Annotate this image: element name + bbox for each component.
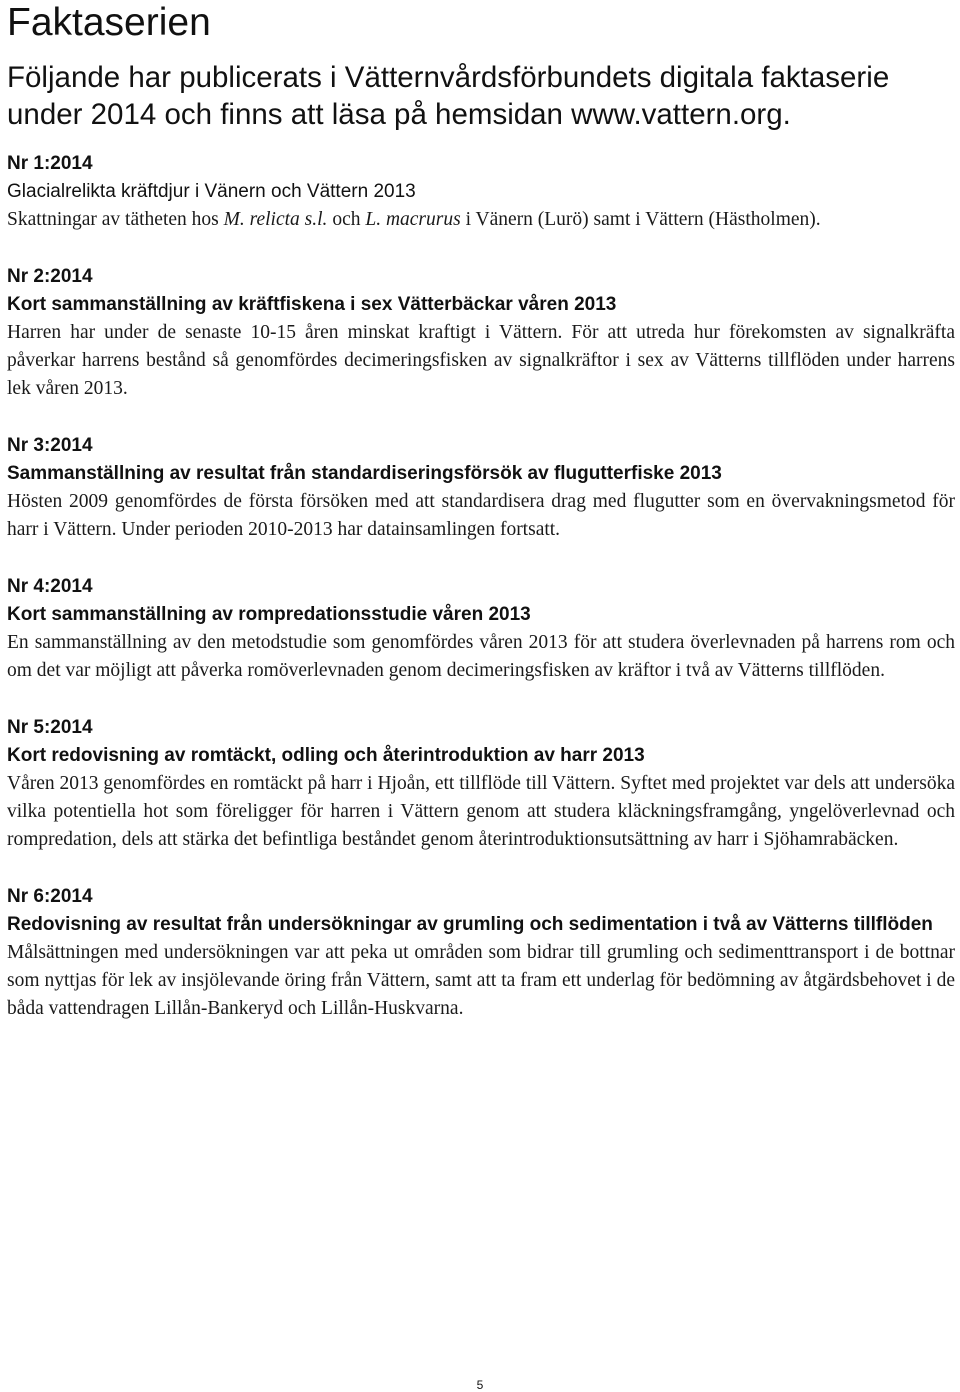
item-number: Nr 1:2014 <box>7 153 93 174</box>
item-title: Kort sammanställning av rompredationsstudie våren 2013 <box>7 604 531 625</box>
item-number: Nr 2:2014 <box>7 266 93 287</box>
page-number: 5 <box>476 1378 484 1392</box>
intro-paragraph: Följande har publicerats i Vätternvårdsförbundets digitala faktaserie under 2014 och finns att läsa på hemsidan www.vattern.org. <box>7 61 890 131</box>
item-body: En sammanställning av den metodstudie som genomfördes våren 2013 för att studera överlevnaden på harrens rom och om det var möjligt att påverka romöverlevnaden genom decimeringsfisken av kräftor i två av Vätterns tillflöden. <box>7 632 955 681</box>
item-title: Glacialrelikta kräftdjur i Vänern och Vättern 2013 <box>7 181 416 202</box>
page-title: Faktaserien <box>7 1 211 44</box>
item-number: Nr 5:2014 <box>7 717 93 738</box>
item-body: Harren har under de senaste 10-15 åren minskat kraftigt i Vättern. För att utreda hur förekomsten av signalkräfta påverkar harrens bestånd så genomfördes decimeringsfisken av signalkräftor i sex av Vätterns tillflöden under harrens lek våren 2013. <box>7 322 955 399</box>
item-title: Sammanställning av resultat från standardiseringsförsök av flugutterfiske 2013 <box>7 463 722 484</box>
document-page <box>7 0 955 1023</box>
fact-item-5 <box>7 714 955 854</box>
item-number: Nr 3:2014 <box>7 435 93 456</box>
fact-item-3 <box>7 432 955 544</box>
fact-item-4 <box>7 573 955 685</box>
fact-item-2 <box>7 263 955 403</box>
species-name: L. macrurus <box>365 209 461 230</box>
species-name: M. relicta s.l. <box>223 209 328 230</box>
item-title: Redovisning av resultat från undersökningar av grumling och sedimentation i två av Vätterns tillflöden <box>7 914 933 935</box>
item-title: Kort sammanställning av kräftfiskena i sex Vätterbäckar våren 2013 <box>7 294 617 315</box>
item-number: Nr 6:2014 <box>7 886 93 907</box>
fact-item-1 <box>7 150 955 234</box>
item-title: Kort redovisning av romtäckt, odling och återintroduktion av harr 2013 <box>7 745 645 766</box>
item-body: Målsättningen med undersökningen var att peka ut områden som bidrar till grumling och sedimenttransport i de bottnar som nyttjas för lek av insjölevande öring från Vättern, samt att ta fram ett underlag för bedömning av åtgärdsbehovet i de båda vattendragen Lillån-Bankeryd och Lillån-Huskvarna. <box>7 942 955 1019</box>
body-text: Skattningar av tätheten hos <box>7 209 224 230</box>
item-body <box>7 206 955 234</box>
item-number: Nr 4:2014 <box>7 576 93 597</box>
item-body: Hösten 2009 genomfördes de första försöken med att standardisera drag med flugutter som en övervakningsmetod för harr i Vättern. Under perioden 2010-2013 har datainsamlingen fortsatt. <box>7 491 955 540</box>
fact-item-6 <box>7 883 955 1023</box>
body-text: i Vänern (Lurö) samt i Vättern (Hästholmen). <box>460 209 821 230</box>
item-body: Våren 2013 genomfördes en romtäckt på harr i Hjoån, ett tillflöde till Vättern. Syftet med projektet var dels att undersöka vilka potentiella hot som föreligger för harren i Vättern genom att studera kläckningsframgång, yngelöverlevnad och rompredation, dels att stärka det befintliga beståndet genom återintroduktionsutsättning av harr i Sjöhamrabäcken. <box>7 773 955 850</box>
body-text: och <box>327 209 366 230</box>
